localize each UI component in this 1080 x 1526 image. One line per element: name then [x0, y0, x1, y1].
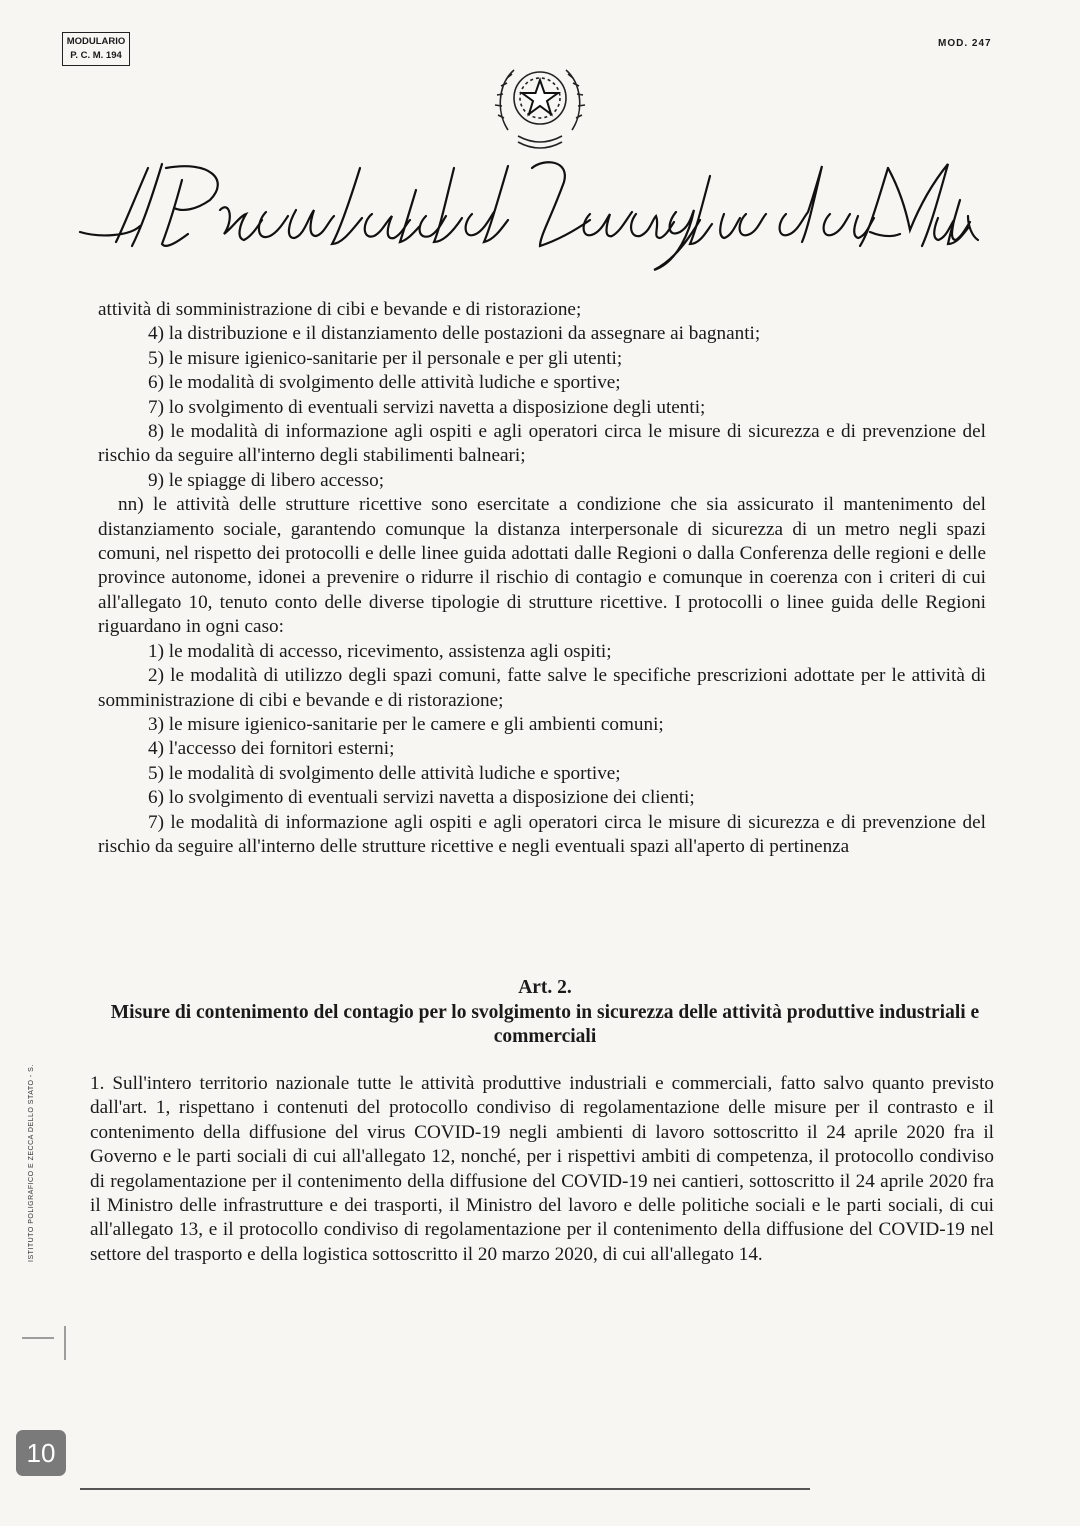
modulario-stamp [62, 32, 130, 66]
president-signature-heading [70, 150, 990, 280]
article-2-body [90, 1072, 994, 1267]
article-2-heading [100, 976, 990, 1050]
list-item: 6) le modalità di svolgimento delle attività ludiche e sportive; [148, 372, 621, 394]
list-item: 7) lo svolgimento di eventuali servizi navetta a disposizione degli utenti; [148, 396, 706, 418]
article-number: Art. 2. [518, 977, 572, 998]
stamp-line-1: MODULARIO [66, 36, 126, 47]
mod-code: MOD. 247 [938, 38, 992, 49]
clause-nn: nn) le attività delle strutture ricettive sono esercitate a condizione che sia assicurato il mantenimento del distanziamento sociale, garantendo comunque la distanza interpersonale di sicurezza di un metro negli spazi comuni, nel rispetto dei protocolli e delle linee guida adottati dalle Regioni o dalla Conferenza delle regioni e delle province autonome, idonei a prevenire o ridurre il rischio di contagio e comunque in coerenza con i criteri di cui all'allegato 10, tenuto conto delle diverse tipologie di strutture ricettive. I protocolli o linee guida delle Regioni riguardano in ogni caso: [98, 494, 986, 638]
italian-republic-emblem-icon [490, 52, 590, 152]
list-item: 1) le modalità di accesso, ricevimento, assistenza agli ospiti; [148, 640, 612, 662]
page-number-badge: 10 [16, 1430, 66, 1476]
stamp-line-2: P. C. M. 194 [70, 50, 122, 61]
list-item: 4) l'accesso dei fornitori esterni; [148, 738, 395, 760]
list-item: 2) le modalità di utilizzo degli spazi comuni, fatte salve le specifiche prescrizioni adottate per le attività di somministrazione di cibi e bevande e di ristorazione; [98, 665, 986, 711]
printer-margin-note: ISTITUTO POLIGRAFICO E ZECCA DELLO STATO - S. [28, 1064, 35, 1262]
margin-marks [20, 1326, 70, 1366]
list-item: 7) le modalità di informazione agli ospiti e agli operatori circa le misure di sicurezza e di prevenzione del rischio da seguire all'interno delle strutture ricettive e negli eventuali spazi all'aperto di pertinenza [98, 811, 986, 857]
article-title: Misure di contenimento del contagio per lo svolgimento in sicurezza delle attività produttive industriali e commerciali [110, 1001, 980, 1047]
article-paragraph: 1. Sull'intero territorio nazionale tutte le attività produttive industriali e commerciali, fatto salvo quanto previsto dall'art. 1, rispettano i contenuti del protocollo condiviso di regolamentazione delle misure per il contrasto e il contenimento della diffusione del virus COVID-19 negli ambienti di lavoro sottoscritto il 24 aprile 2020 fra il Governo e le parti sociali di cui all'allegato 12, nonché, per i rispettivi ambiti di competenza, il protocollo condiviso di regolamentazione per il contenimento della diffusione del COVID-19 nei cantieri, sottoscritto il 24 aprile 2020 fra il Ministro delle infrastrutture e dei trasporti, il Ministro del lavoro e delle politiche sociali e le parti sociali, di cui all'allegato 13, e il protocollo condiviso di regolamentazione per il contenimento della diffusione del COVID-19 nel settore del trasporto e della logistica sottoscritto il 20 marzo 2020, di cui all'allegato 14. [90, 1073, 994, 1265]
list-item: 5) le modalità di svolgimento delle attività ludiche e sportive; [148, 762, 621, 784]
article-1-continuation [98, 298, 986, 859]
list-item: 4) la distribuzione e il distanziamento delle postazioni da assegnare ai bagnanti; [148, 323, 761, 345]
list-item: 5) le misure igienico-sanitarie per il personale e per gli utenti; [148, 347, 623, 369]
list-item: 9) le spiagge di libero accesso; [148, 469, 385, 491]
list-item: 3) le misure igienico-sanitarie per le camere e gli ambienti comuni; [148, 713, 664, 735]
list-item: 6) lo svolgimento di eventuali servizi navetta a disposizione dei clienti; [148, 787, 695, 809]
body-line: attività di somministrazione di cibi e bevande e di ristorazione; [98, 299, 582, 320]
list-item: 8) le modalità di informazione agli ospiti e agli operatori circa le misure di sicurezza e di prevenzione del rischio da seguire all'interno degli stabilimenti balneari; [98, 421, 986, 467]
bottom-divider [80, 1488, 810, 1490]
